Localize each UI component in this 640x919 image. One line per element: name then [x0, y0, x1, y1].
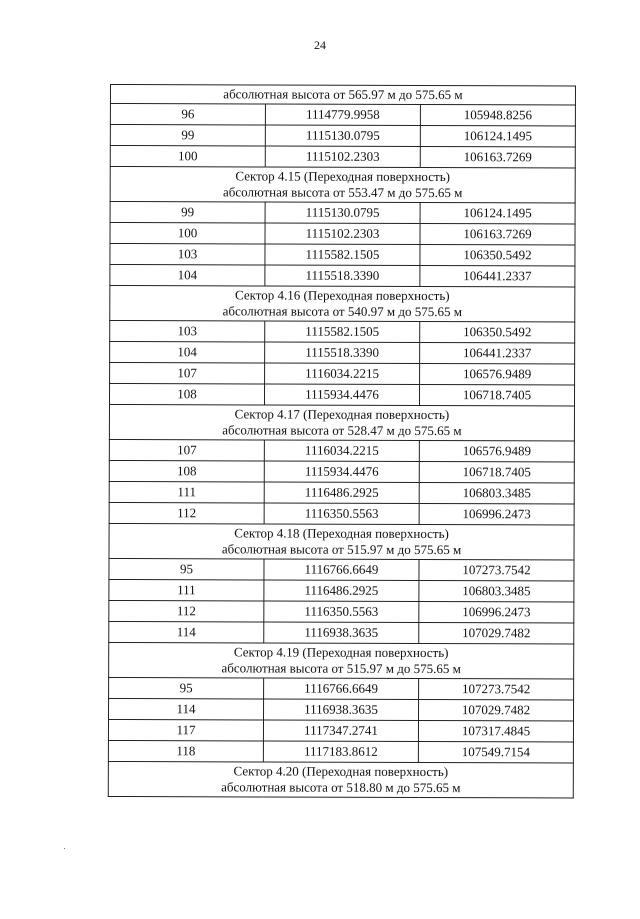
- table-row: [109, 439, 574, 461]
- y-coordinate-cell: 106163.7269: [420, 223, 575, 244]
- table-row: [108, 719, 573, 741]
- sector-header-row: [110, 85, 575, 105]
- table-row: [110, 125, 575, 147]
- point-number-cell: 99: [110, 125, 265, 146]
- point-number-cell: 108: [109, 460, 264, 481]
- table-row: [110, 321, 575, 343]
- x-coordinate-cell: 1115582.1505: [265, 321, 420, 342]
- table-row: [109, 677, 574, 699]
- table-row: [110, 202, 575, 224]
- y-coordinate-cell: 106718.7405: [419, 384, 574, 405]
- coordinates-table: [108, 84, 576, 798]
- table-row: [110, 146, 575, 168]
- y-coordinate-cell: 106718.7405: [419, 461, 574, 482]
- point-number-cell: 104: [110, 342, 265, 363]
- point-number-cell: 103: [110, 321, 265, 342]
- x-coordinate-cell: 1116350.5563: [264, 503, 419, 524]
- point-number-cell: 95: [109, 558, 264, 579]
- table-row: [110, 244, 575, 266]
- y-coordinate-cell: 107273.7542: [419, 678, 574, 699]
- y-coordinate-cell: 107029.7482: [419, 699, 574, 720]
- point-number-cell: 107: [109, 439, 264, 460]
- point-number-cell: 111: [109, 579, 264, 600]
- sector-header-row: [109, 642, 574, 678]
- sector-title: Сектор 4.17 (Переходная поверхность): [234, 406, 450, 423]
- table-row: [109, 579, 574, 601]
- x-coordinate-cell: 1116938.3635: [264, 699, 419, 720]
- y-coordinate-cell: 107029.7482: [419, 622, 574, 643]
- point-number-cell: 114: [109, 698, 264, 719]
- table-row: [109, 600, 574, 622]
- sector-height-range: абсолютная высота от 540.97 м до 575.65 м: [222, 303, 462, 320]
- x-coordinate-cell: 1116766.6649: [264, 559, 419, 580]
- x-coordinate-cell: 1115518.3390: [265, 342, 420, 363]
- x-coordinate-cell: 1116938.3635: [264, 622, 419, 643]
- y-coordinate-cell: 106163.7269: [420, 146, 575, 167]
- x-coordinate-cell: 1115102.2303: [265, 223, 420, 244]
- table-row: [110, 223, 575, 245]
- point-number-cell: 100: [110, 146, 265, 167]
- sector-height-range: абсолютная высота от 565.97 м до 575.65 м: [223, 86, 463, 103]
- y-coordinate-cell: 107317.4845: [418, 720, 573, 741]
- table-row: [110, 265, 575, 287]
- y-coordinate-cell: 106124.1495: [420, 202, 575, 223]
- sector-title: Сектор 4.19 (Переходная поверхность): [233, 644, 449, 661]
- sector-header: [110, 85, 575, 105]
- sector-header-row: [110, 286, 575, 322]
- table-row: [108, 740, 573, 762]
- y-coordinate-cell: 106803.3485: [419, 482, 574, 503]
- sector-header: [110, 167, 575, 203]
- sector-height-range: абсолютная высота от 528.47 м до 575.65 м: [222, 422, 462, 439]
- point-number-cell: 100: [110, 223, 265, 244]
- point-number-cell: 112: [109, 600, 264, 621]
- sector-title: Сектор 4.16 (Переходная поверхность): [235, 287, 450, 304]
- x-coordinate-cell: 1117183.8612: [263, 741, 418, 762]
- y-coordinate-cell: 106996.2473: [419, 503, 574, 524]
- x-coordinate-cell: 1116766.6649: [264, 678, 419, 699]
- point-number-cell: 103: [110, 244, 265, 265]
- y-coordinate-cell: 106350.5492: [420, 244, 575, 265]
- sector-header: [108, 761, 573, 797]
- sector-header: [110, 286, 575, 322]
- x-coordinate-cell: 1115582.1505: [265, 244, 420, 265]
- page-number: 24: [314, 38, 326, 52]
- x-coordinate-cell: 1115130.0795: [265, 202, 420, 223]
- table-row: [109, 481, 574, 503]
- point-number-cell: 107: [110, 363, 265, 384]
- x-coordinate-cell: 1115934.4476: [264, 461, 419, 482]
- sector-height-range: абсолютная высота от 515.97 м до 575.65 м: [221, 660, 461, 677]
- y-coordinate-cell: 105948.8256: [420, 104, 575, 125]
- table-row: [110, 342, 575, 364]
- table-row: [110, 363, 575, 385]
- table-row: [109, 460, 574, 482]
- x-coordinate-cell: 1115934.4476: [264, 384, 419, 405]
- x-coordinate-cell: 1116034.2215: [264, 440, 419, 461]
- x-coordinate-cell: 1116034.2215: [265, 363, 420, 384]
- point-number-cell: 114: [109, 621, 264, 642]
- sector-header-row: [109, 405, 574, 441]
- sector-height-range: абсолютная высота от 553.47 м до 575.65 м: [222, 184, 463, 201]
- sector-title: Сектор 4.18 (Переходная поверхность): [234, 525, 449, 542]
- point-number-cell: 118: [108, 740, 263, 761]
- y-coordinate-cell: 106803.3485: [419, 580, 574, 601]
- point-number-cell: 104: [110, 265, 265, 286]
- sector-header-row: [108, 761, 573, 797]
- y-coordinate-cell: 106996.2473: [419, 601, 574, 622]
- table-row: [109, 384, 574, 406]
- sector-header-row: [110, 167, 575, 203]
- point-number-cell: 111: [109, 481, 264, 502]
- y-coordinate-cell: 106441.2337: [420, 342, 575, 363]
- sector-header-row: [109, 523, 574, 559]
- x-coordinate-cell: 1115130.0795: [265, 125, 420, 146]
- y-coordinate-cell: 106124.1495: [420, 125, 575, 146]
- point-number-cell: 96: [110, 104, 265, 125]
- sector-header: [109, 642, 574, 678]
- x-coordinate-cell: 1115518.3390: [265, 265, 420, 286]
- table-row: [109, 621, 574, 643]
- sector-title: Сектор 4.20 (Переходная поверхность): [233, 763, 449, 780]
- x-coordinate-cell: 1115102.2303: [265, 146, 420, 167]
- coordinates-table-body: [108, 85, 575, 798]
- sector-header: [109, 405, 574, 441]
- table-row: [109, 502, 574, 524]
- sector-title: Сектор 4.15 (Переходная поверхность): [235, 168, 451, 185]
- table-row: [109, 558, 574, 580]
- scan-speck: [64, 848, 65, 849]
- x-coordinate-cell: 1116350.5563: [264, 601, 419, 622]
- x-coordinate-cell: 1114779.9958: [265, 104, 420, 125]
- y-coordinate-cell: 106441.2337: [420, 265, 575, 286]
- point-number-cell: 117: [108, 719, 263, 740]
- y-coordinate-cell: 107273.7542: [419, 559, 574, 580]
- table-row: [110, 104, 575, 126]
- sector-height-range: абсолютная высота от 518.80 м до 575.65 м: [221, 779, 461, 796]
- x-coordinate-cell: 1116486.2925: [264, 482, 419, 503]
- x-coordinate-cell: 1116486.2925: [264, 580, 419, 601]
- point-number-cell: 95: [109, 677, 264, 698]
- point-number-cell: 99: [110, 202, 265, 223]
- sector-header: [109, 523, 574, 559]
- table-row: [109, 698, 574, 720]
- y-coordinate-cell: 106576.9489: [419, 440, 574, 461]
- y-coordinate-cell: 106576.9489: [420, 363, 575, 384]
- y-coordinate-cell: 106350.5492: [420, 321, 575, 342]
- x-coordinate-cell: 1117347.2741: [263, 720, 418, 741]
- y-coordinate-cell: 107549.7154: [418, 741, 573, 762]
- sector-height-range: абсолютная высота от 515.97 м до 575.65 м: [221, 541, 462, 558]
- point-number-cell: 108: [109, 384, 264, 405]
- point-number-cell: 112: [109, 502, 264, 523]
